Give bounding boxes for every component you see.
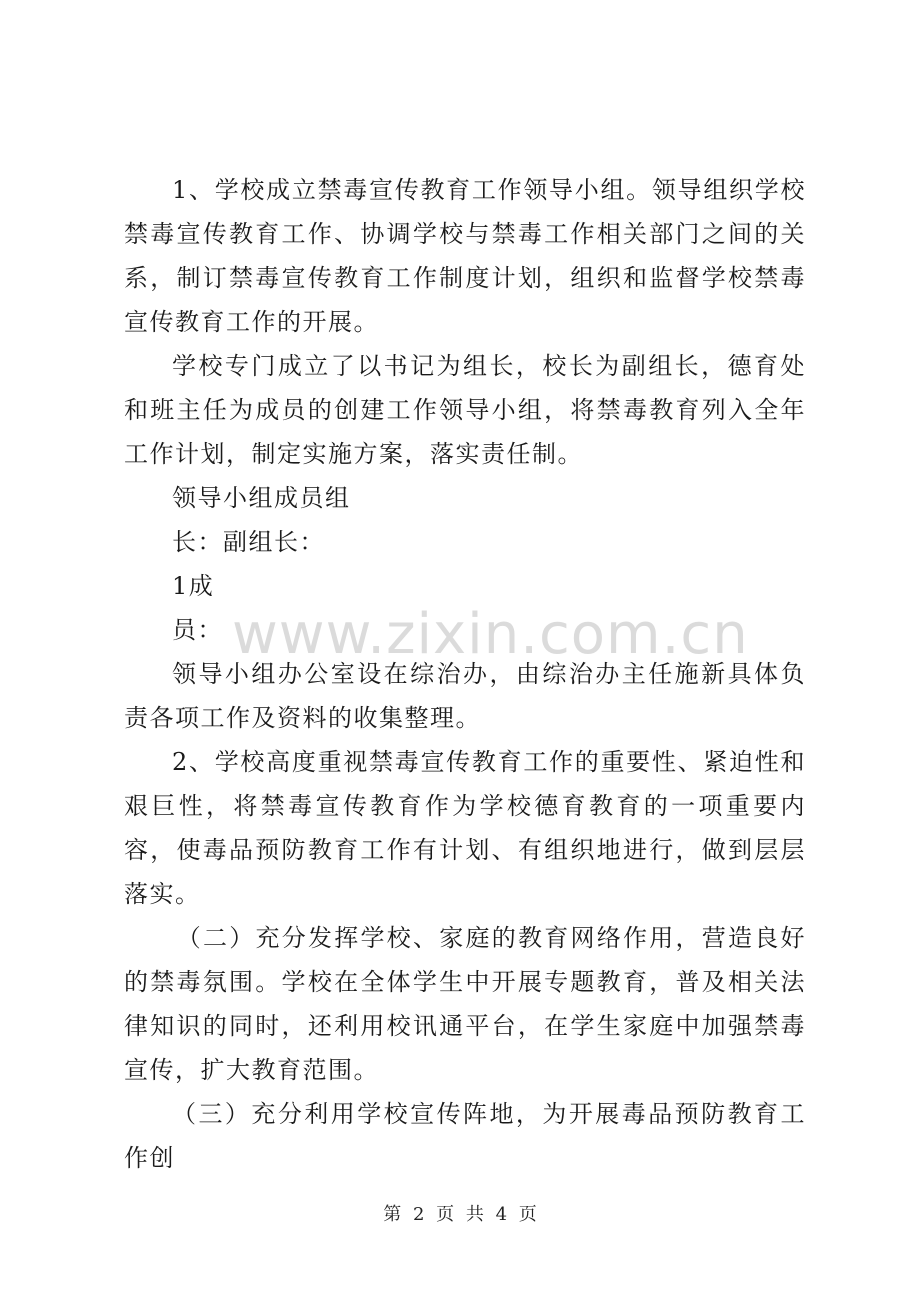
watermark: www.zixin.com.cn [232,602,749,667]
paragraph-9: （二）充分发挥学校、家庭的教育网络作用，营造良好的禁毒氛围。学校在全体学生中开展专题教育，普及相关法律知识的同时，还利用校讯通平台，在学生家庭中加强禁毒宣传，扩大教育范围。 [124,924,806,1084]
paragraph-7: 领导小组办公室设在综治办，由综治办主任施新具体负责各项工作及资料的收集整理。 [124,660,806,732]
page-number-footer: 第 2 页 共 4 页 [383,1204,537,1225]
paragraph-10: （三）充分利用学校宣传阵地，为开展毒品预防教育工作创 [124,1100,806,1172]
paragraph-5: 1成 [172,572,215,600]
paragraph-8: 2、学校高度重视禁毒宣传教育工作的重要性、紧迫性和艰巨性，将禁毒宣传教育作为学校德育教育的一项重要内容，使毒品预防教育工作有计划、有组织地进行，做到层层落实。 [124,748,806,908]
paragraph-1: 1、学校成立禁毒宣传教育工作领导小组。领导组织学校禁毒宣传教育工作、协调学校与禁毒工作相关部门之间的关系，制订禁毒宣传教育工作制度计划，组织和监督学校禁毒宣传教育工作的开展。 [124,176,806,336]
paragraph-2: 学校专门成立了以书记为组长，校长为副组长，德育处和班主任为成员的创建工作领导小组，将禁毒教育列入全年工作计划，制定实施方案，落实责任制。 [124,352,806,468]
paragraph-3: 领导小组成员组 [172,484,351,512]
document-body [124,168,806,1180]
paragraph-4: 长：副组长： [172,528,325,556]
paragraph-6: 员： [172,616,223,644]
